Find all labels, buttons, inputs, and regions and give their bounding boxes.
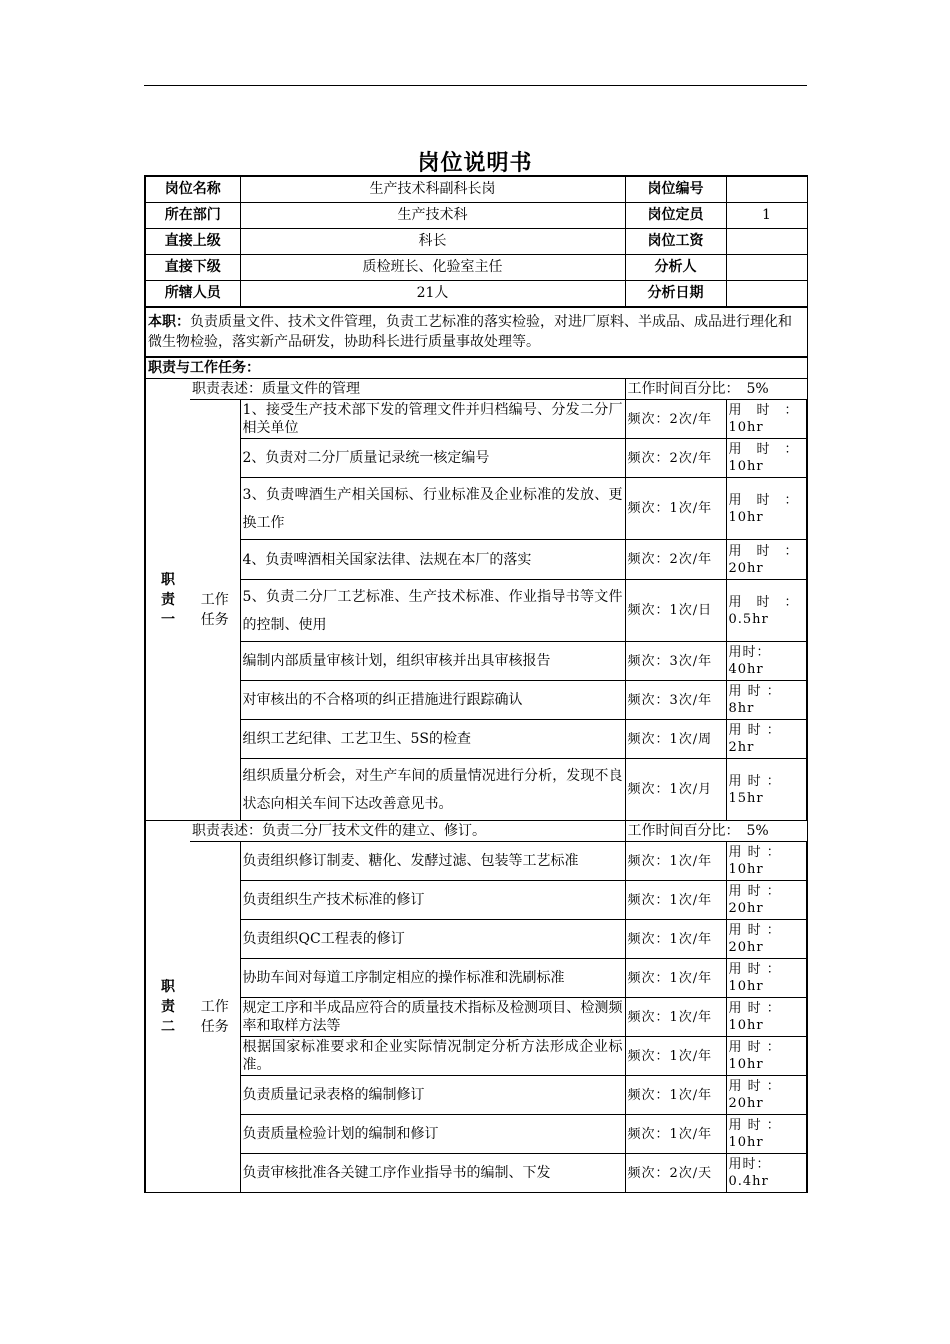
task-row: [145, 759, 807, 821]
task-row: [145, 1076, 807, 1115]
benzhi-cell: [145, 307, 807, 357]
header-value: [726, 176, 807, 203]
task-frequency: 频次：1次/日: [625, 580, 726, 642]
header-row: [145, 176, 807, 203]
task-frequency: 频次：2次/年: [625, 540, 726, 580]
header-row: [145, 281, 807, 308]
page-title: 岗位说明书: [417, 151, 533, 176]
task-time: 用 时 ： 20hr: [726, 920, 807, 959]
header-label: 直接上级: [145, 229, 240, 255]
task-time: 用 时 ： 15hr: [726, 759, 807, 821]
task-row: [145, 1154, 807, 1193]
duty-label: [145, 379, 190, 821]
duty-description: 职责表述：质量文件的管理: [190, 379, 625, 400]
header-label: 所在部门: [145, 203, 240, 229]
header-row: [145, 255, 807, 281]
task-frequency: 频次：1次/年: [625, 478, 726, 540]
task-time: 用时：0.4hr: [726, 1154, 807, 1193]
task-row: [145, 1037, 807, 1076]
benzhi-row: [145, 307, 807, 357]
task-frequency: 频次：1次/年: [625, 1037, 726, 1076]
header-label: 岗位编号: [625, 176, 726, 203]
task-text: 负责质量记录表格的编制修订: [240, 1076, 625, 1115]
task-row: [145, 998, 807, 1037]
task-text: 5、负责二分厂工艺标准、生产技术标准、作业指导书等文件的控制、使用: [240, 580, 625, 642]
task-row: [145, 720, 807, 759]
task-frequency: 频次：3次/年: [625, 642, 726, 681]
header-row: [145, 203, 807, 229]
duty-label-char: 责: [161, 591, 175, 608]
header-label: 岗位工资: [625, 229, 726, 255]
task-time: 用 时 ：20hr: [726, 540, 807, 580]
task-time: 用 时 ： 10hr: [726, 1037, 807, 1076]
task-frequency: 频次：2次/年: [625, 400, 726, 439]
task-time: 用时：40hr: [726, 642, 807, 681]
header-value: 生产技术科: [240, 203, 625, 229]
task-time: 用 时 ：10hr: [726, 400, 807, 439]
duty-label-char: 二: [161, 1018, 175, 1035]
task-text: 负责组织QC工程表的修订: [240, 920, 625, 959]
task-frequency: 频次：1次/年: [625, 881, 726, 920]
task-row: [145, 1115, 807, 1154]
task-text: 对审核出的不合格项的纠正措施进行跟踪确认: [240, 681, 625, 720]
task-label-text: 工作任务: [200, 592, 229, 628]
header-label: 岗位定员: [625, 203, 726, 229]
header-label: 岗位名称: [145, 176, 240, 203]
task-frequency: 频次：1次/年: [625, 920, 726, 959]
benzhi-text: 负责质量文件、技术文件管理，负责工艺标准的落实检验，对进厂原料、半成品、成品进行理化和微生物检验，落实新产品研发，协助科长进行质量事故处理等。: [148, 314, 792, 350]
header-label: 直接下级: [145, 255, 240, 281]
benzhi-label: 本职：: [148, 314, 190, 330]
task-time: 用 时 ： 10hr: [726, 842, 807, 881]
section-title: 职责与工作任务：: [145, 357, 807, 379]
duty-label: [145, 821, 190, 1193]
header-value: [726, 281, 807, 308]
duty-description: 职责表述：负责二分厂技术文件的建立、修订。: [190, 821, 625, 842]
task-time: 用 时 ：10hr: [726, 478, 807, 540]
task-time: 用 时 ： 8hr: [726, 681, 807, 720]
header-value: 1: [726, 203, 807, 229]
duty-label-char: 责: [161, 998, 175, 1015]
task-row: [145, 681, 807, 720]
task-frequency: 频次：2次/年: [625, 439, 726, 478]
task-row: [145, 842, 807, 881]
header-value: [726, 229, 807, 255]
task-frequency: 频次：1次/周: [625, 720, 726, 759]
task-row: [145, 439, 807, 478]
header-value: 生产技术科副科长岗: [240, 176, 625, 203]
header-label: 所辖人员: [145, 281, 240, 308]
task-row: [145, 400, 807, 439]
duty-time-percent: 工作时间百分比： 5%: [625, 821, 807, 842]
duty-time-percent: 工作时间百分比： 5%: [625, 379, 807, 400]
task-row: [145, 881, 807, 920]
task-frequency: 频次：1次/年: [625, 959, 726, 998]
task-frequency: 频次：1次/月: [625, 759, 726, 821]
task-text: 2、负责对二分厂质量记录统一核定编号: [240, 439, 625, 478]
task-row: [145, 920, 807, 959]
task-frequency: 频次：3次/年: [625, 681, 726, 720]
duty-label-char: 职: [161, 978, 175, 995]
duty-desc-row: [145, 821, 807, 842]
job-table: [144, 175, 808, 1193]
task-row: [145, 642, 807, 681]
task-time: 用 时 ： 2hr: [726, 720, 807, 759]
task-time: 用 时 ：0.5hr: [726, 580, 807, 642]
task-text: 4、负责啤酒相关国家法律、法规在本厂的落实: [240, 540, 625, 580]
task-time: 用 时 ： 20hr: [726, 1076, 807, 1115]
task-frequency: 频次：2次/天: [625, 1154, 726, 1193]
task-time: 用 时 ： 10hr: [726, 1115, 807, 1154]
task-time: 用 时 ： 10hr: [726, 959, 807, 998]
task-time: 用 时 ：10hr: [726, 439, 807, 478]
section-row: [145, 357, 807, 379]
task-text: 负责审核批准各关键工序作业指导书的编制、下发: [240, 1154, 625, 1193]
task-text: 负责组织修订制麦、糖化、发酵过滤、包装等工艺标准: [240, 842, 625, 881]
duty-label-char: 职: [161, 571, 175, 588]
task-text: 根据国家标准要求和企业实际情况制定分析方法形成企业标准。: [240, 1037, 625, 1076]
task-text: 编制内部质量审核计划，组织审核并出具审核报告: [240, 642, 625, 681]
header-value: [726, 255, 807, 281]
duty-desc-row: [145, 379, 807, 400]
task-text: 规定工序和半成品应符合的质量技术指标及检测项目、检测频率和取样方法等: [240, 998, 625, 1037]
task-text: 负责质量检验计划的编制和修订: [240, 1115, 625, 1154]
duty-label-char: 一: [161, 611, 175, 628]
task-row: [145, 540, 807, 580]
task-time: 用 时 ： 20hr: [726, 881, 807, 920]
task-text: 3、负责啤酒生产相关国标、行业标准及企业标准的发放、更换工作: [240, 478, 625, 540]
task-frequency: 频次：1次/年: [625, 1115, 726, 1154]
task-frequency: 频次：1次/年: [625, 842, 726, 881]
header-label: 分析人: [625, 255, 726, 281]
task-time: 用 时 ： 10hr: [726, 998, 807, 1037]
top-rule: [144, 85, 807, 86]
task-row: [145, 478, 807, 540]
task-label-text: 工作任务: [200, 999, 229, 1035]
task-text: 负责组织生产技术标准的修订: [240, 881, 625, 920]
header-value: 科长: [240, 229, 625, 255]
header-row: [145, 229, 807, 255]
task-row: [145, 959, 807, 998]
task-text: 1、接受生产技术部下发的管理文件并归档编号、分发二分厂相关单位: [240, 400, 625, 439]
header-label: 分析日期: [625, 281, 726, 308]
task-text: 协助车间对每道工序制定相应的操作标准和洗刷标准: [240, 959, 625, 998]
task-label: [190, 400, 240, 821]
task-text: 组织工艺纪律、工艺卫生、5S的检查: [240, 720, 625, 759]
header-value: 21人: [240, 281, 625, 308]
task-frequency: 频次：1次/年: [625, 1076, 726, 1115]
task-frequency: 频次：1次/年: [625, 998, 726, 1037]
task-text: 组织质量分析会，对生产车间的质量情况进行分析，发现不良状态向相关车间下达改善意见书。: [240, 759, 625, 821]
task-label: [190, 842, 240, 1193]
header-value: 质检班长、化验室主任: [240, 255, 625, 281]
job-description-table: [144, 175, 806, 1193]
task-row: [145, 580, 807, 642]
